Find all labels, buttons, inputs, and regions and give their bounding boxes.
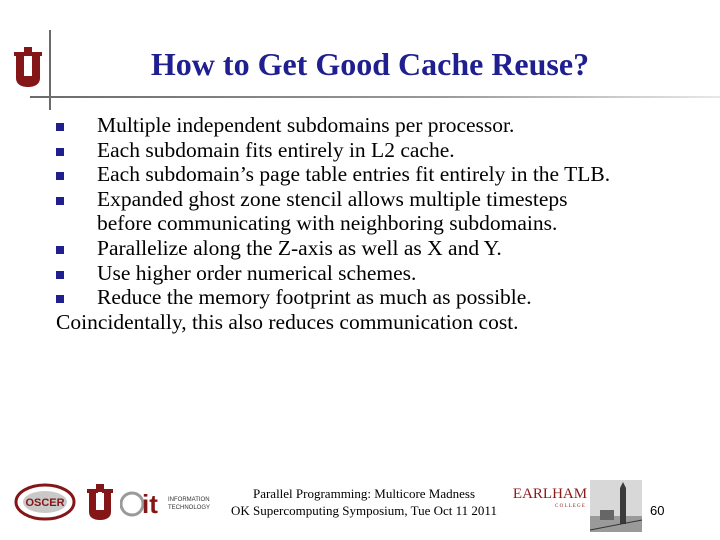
footer-line2: OK Supercomputing Symposium, Tue Oct 11 2011 (231, 503, 497, 518)
bullet-square-icon (56, 197, 64, 205)
it-logo-icon (120, 484, 210, 524)
it-logo-line1: INFORMATION (168, 497, 210, 503)
bullet-item (56, 187, 716, 236)
footer-line1: Parallel Programming: Multicore Madness (252, 486, 476, 501)
bullet-square-icon (56, 172, 64, 180)
bullet-text: Each subdomain fits entirely in L2 cache. (97, 137, 455, 162)
slide-title: How to Get Good Cache Reuse? (150, 46, 590, 82)
bullet-item (56, 113, 716, 138)
bullet-text: Use higher order numerical schemes. (97, 260, 417, 285)
bullet-text: Reduce the memory footprint as much as possible. (97, 285, 532, 310)
bullet-square-icon (56, 295, 64, 303)
bullet-text: Multiple independent subdomains per processor. (97, 113, 515, 137)
earlham-logo-icon (510, 482, 590, 512)
bullet-text-continued: before communicating with neighboring subdomains. (97, 211, 558, 236)
earlham-logo-text: EARLHAM (512, 486, 588, 502)
bullet-text: Each subdomain’s page table entries fit entirely in the TLB. (97, 162, 611, 187)
footer-text (214, 485, 514, 519)
closing-statement: Coincidentally, this also reduces communication cost. (56, 309, 519, 334)
bullet-list (56, 113, 716, 334)
bullet-square-icon (56, 123, 64, 131)
bullet-square-icon (56, 148, 64, 156)
it-logo-line2: TECHNOLOGY (168, 505, 210, 511)
oscer-logo-text: OSCER (25, 497, 65, 509)
oscer-logo-icon (14, 482, 76, 522)
bullet-square-icon (56, 271, 64, 279)
bullet-text: Expanded ghost zone stencil allows multiple timesteps (97, 186, 568, 211)
bullet-square-icon (56, 246, 64, 254)
ou-logo-icon (10, 44, 46, 90)
bullet-item (56, 162, 716, 187)
ou-small-logo-icon (84, 482, 116, 522)
bullet-item (56, 236, 716, 261)
page-number: 60 (650, 503, 665, 518)
header-horizontal-rule (30, 96, 720, 98)
bullet-item (56, 138, 716, 163)
earlham-logo-sub: C O L L E G E (555, 504, 585, 509)
header-vertical-rule (49, 30, 51, 110)
it-logo-text: it (142, 489, 158, 519)
tower-photo-icon (590, 480, 642, 532)
bullet-text: Parallelize along the Z-axis as well as X and Y. (97, 235, 502, 260)
bullet-item (56, 261, 716, 286)
bullet-item (56, 285, 716, 310)
